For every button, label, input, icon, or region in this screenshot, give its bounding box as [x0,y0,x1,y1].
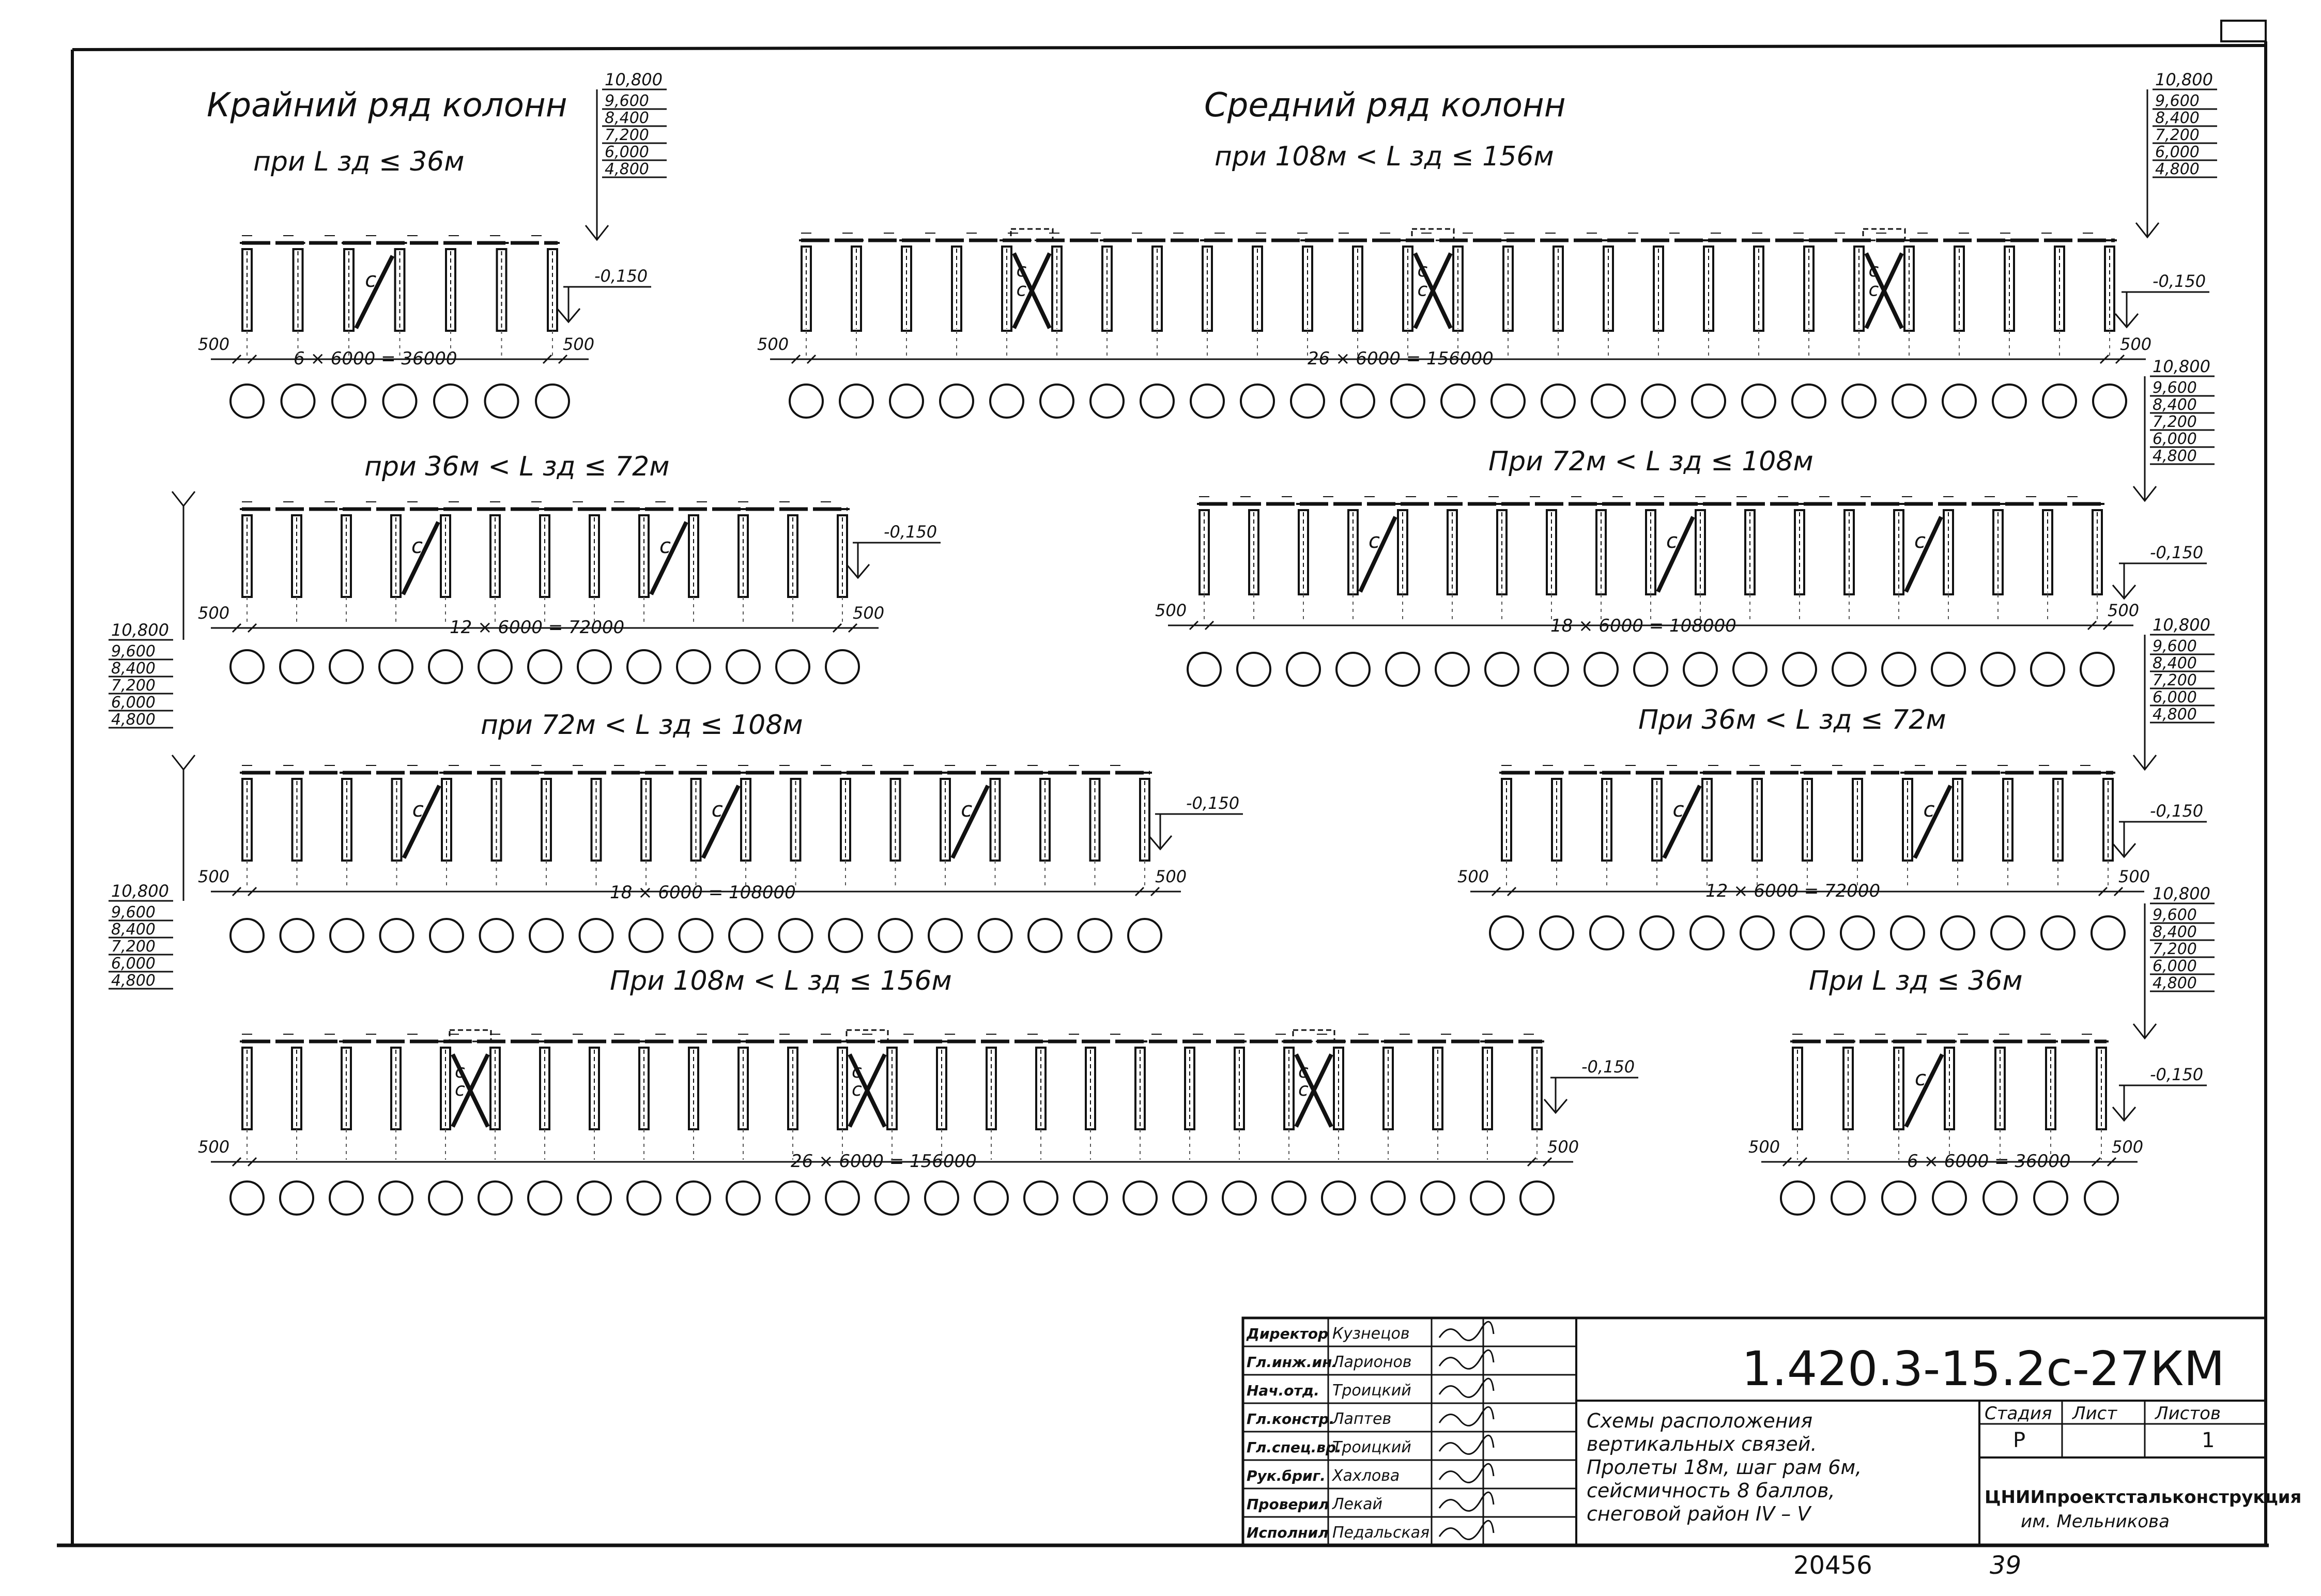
brace-mark: с [1923,798,1935,822]
grid-axis-circle [1891,916,1924,949]
grid-axis-circle [1932,653,1965,686]
level-mark: 9,600 [2153,379,2197,397]
title-description-2: вертикальных связей. [1587,1433,1817,1455]
level-top: 10,800 [111,881,169,901]
role-label: Гл.констр. [1247,1410,1335,1428]
grid-axis-circle [629,919,663,952]
signatory-name: Лаптев [1332,1410,1392,1428]
grid-axis-circle [729,919,762,952]
span-dimension: 18 × 6000 = 108000 [1550,616,1736,636]
grid-axis-circle [677,1181,710,1215]
grid-axis-circle [1241,385,1274,418]
role-label: Проверил [1247,1496,1329,1513]
span-dimension: 26 × 6000 = 156000 [791,1151,977,1172]
grid-axis-circle [1842,385,1876,418]
scheme-condition: при L зд ≤ 36м [253,146,465,177]
heading-middle-row: Средний ряд колонн [1204,86,1566,125]
level-mark: 9,600 [2153,906,2197,924]
grid-axis-circle [330,650,363,683]
grid-axis-circle [379,650,412,683]
grid-axis-circle [1074,1181,1107,1215]
title-description-1: Схемы расположения [1587,1409,1813,1432]
grid-axis-circle [2093,385,2126,418]
grid-axis-circle [2092,916,2125,949]
grid-axis-circle [826,1181,859,1215]
role-label: Директор [1247,1325,1329,1342]
level-mark: 8,400 [2153,923,2197,941]
grid-axis-circle [776,1181,809,1215]
level-mark: 8,400 [2155,109,2200,127]
end-offset-right: 500 [853,603,885,623]
grid-axis-circle [1741,916,1774,949]
level-mark: 7,200 [2153,940,2197,958]
grid-axis-circle [1141,385,1174,418]
grid-axis-circle [1223,1181,1256,1215]
brace-mark: с [411,534,423,558]
brace-mark: с [1298,1079,1309,1100]
grid-axis-circle [429,1181,462,1215]
grid-axis-circle [975,1181,1008,1215]
span-dimension: 26 × 6000 = 156000 [1308,348,1494,369]
grid-axis-circle [434,385,467,418]
span-dimension: 6 × 6000 = 36000 [1907,1151,2071,1172]
sheet-header: Лист [2072,1403,2117,1424]
end-offset-left: 500 [198,603,230,623]
brace-mark: с [365,268,377,292]
grid-axis-circle [1322,1181,1355,1215]
end-offset-right: 500 [2120,334,2152,354]
span-dimension: 12 × 6000 = 72000 [1705,881,1881,901]
grid-axis-circle [1832,1181,1865,1215]
grid-axis-circle [580,919,613,952]
grid-axis-circle [2085,1181,2118,1215]
ground-level: -0,150 [2150,1065,2204,1084]
role-label: Гл.спец.вр. [1247,1439,1342,1456]
role-label: Рук.бриг. [1247,1467,1326,1484]
end-offset-left: 500 [1457,867,1489,886]
grid-axis-circle [430,919,463,952]
level-mark: 7,200 [2153,671,2197,689]
brace-mark: с [1914,529,1926,553]
level-mark: 8,400 [111,659,156,678]
grid-axis-circle [1287,653,1320,686]
grid-axis-circle [1040,385,1073,418]
grid-axis-circle [790,385,823,418]
grid-axis-circle [528,1181,561,1215]
grid-axis-circle [1090,385,1124,418]
grid-axis-circle [1291,385,1324,418]
grid-axis-circle [330,1181,363,1215]
grid-axis-circle [890,385,923,418]
brace-mark: с [852,1079,862,1100]
grid-axis-circle [1984,1181,2017,1215]
grid-axis-circle [1520,1181,1554,1215]
grid-axis-circle [1391,385,1424,418]
title-description-4: сейсмичность 8 баллов, [1587,1479,1835,1502]
grid-axis-circle [1933,1181,1966,1215]
grid-axis-circle [1882,653,1915,686]
signatory-name: Троицкий [1332,1438,1411,1456]
end-offset-right: 500 [1547,1137,1579,1157]
brace-mark: с [1298,1061,1309,1082]
scheme-condition: при 36м < L зд ≤ 72м [364,451,670,482]
level-mark: 7,200 [111,677,156,695]
grid-axis-circle [677,650,710,683]
ground-level: -0,150 [594,266,648,286]
grid-axis-circle [1690,916,1724,949]
grid-axis-circle [1841,916,1874,949]
scheme-condition: При L зд ≤ 36м [1809,965,2023,996]
page-number: 39 [1990,1551,2022,1580]
grid-axis-circle [2041,916,2074,949]
grid-axis-circle [282,385,315,418]
span-dimension: 6 × 6000 = 36000 [294,348,457,369]
grid-axis-circle [536,385,569,418]
level-top: 10,800 [2155,70,2213,89]
level-top: 10,800 [605,70,663,89]
brace-mark: с [1016,260,1027,281]
heading-edge-row: Крайний ряд колонн [207,86,567,125]
brace-mark: с [1417,260,1428,281]
signatory-name: Троицкий [1332,1382,1411,1400]
brace-mark: с [412,798,424,822]
stage-value: Р [2013,1429,2026,1452]
level-mark: 8,400 [111,920,156,939]
scheme-condition: при 108м < L зд ≤ 156м [1215,141,1554,172]
end-offset-left: 500 [198,1137,230,1157]
grid-axis-circle [1024,1181,1057,1215]
ground-level: -0,150 [1186,793,1240,813]
grid-axis-circle [2034,1181,2067,1215]
organization-name: ЦНИИпроектстальконструкция [1985,1487,2302,1508]
grid-axis-circle [1124,1181,1157,1215]
grid-axis-circle [776,650,809,683]
ground-level: -0,150 [2153,271,2206,291]
ground-level: -0,150 [2150,543,2204,562]
brace-mark: с [1666,529,1678,553]
grid-axis-circle [1386,653,1419,686]
level-mark: 4,800 [111,711,156,729]
end-offset-left: 500 [1155,601,1187,620]
grid-axis-circle [1421,1181,1454,1215]
grid-axis-circle [829,919,862,952]
grid-axis-circle [528,650,561,683]
level-mark: 4,800 [605,160,649,178]
grid-axis-circle [1336,653,1370,686]
grid-axis-circle [1535,653,1568,686]
level-top: 10,800 [2153,884,2210,903]
level-mark: 7,200 [2153,413,2197,431]
grid-axis-circle [779,919,812,952]
grid-axis-circle [480,919,513,952]
brace-mark: с [1417,279,1428,301]
level-mark: 6,000 [2155,143,2200,161]
grid-axis-circle [1191,385,1224,418]
level-mark: 9,600 [2153,637,2197,655]
end-offset-left: 500 [1748,1137,1780,1157]
brace-mark: с [1016,279,1027,301]
grid-axis-circle [1540,916,1573,949]
title-description-3: Пролеты 18м, шаг рам 6м, [1587,1456,1862,1479]
inventory-number: 20456 [1793,1551,1872,1580]
grid-axis-circle [1882,1181,1915,1215]
level-mark: 6,000 [605,143,649,161]
brace-mark: с [455,1079,465,1100]
stage-header: Стадия [1985,1403,2052,1424]
level-mark: 4,800 [2155,160,2200,178]
brace-mark: с [455,1061,465,1082]
sheets-total: 1 [2202,1429,2215,1452]
grid-axis-circle [1733,653,1766,686]
signatory-name: Кузнецов [1332,1325,1410,1343]
level-top: 10,800 [111,620,169,640]
end-offset-right: 500 [2118,867,2150,886]
scheme-condition: При 108м < L зд ≤ 156м [610,965,952,996]
grid-axis-circle [230,919,264,952]
brace-mark: с [1868,260,1879,281]
span-dimension: 12 × 6000 = 72000 [450,617,625,638]
grid-axis-circle [1943,385,1976,418]
end-offset-left: 500 [198,867,230,886]
scheme-condition: при 72м < L зд ≤ 108м [481,710,803,741]
scheme-condition: При 36м < L зд ≤ 72м [1638,704,1946,735]
grid-axis-circle [1592,385,1625,418]
grid-axis-circle [1590,916,1623,949]
signatory-name: Педальская [1332,1524,1430,1542]
grid-axis-circle [1237,653,1270,686]
grid-axis-circle [826,650,859,683]
ground-level: -0,150 [1581,1057,1635,1077]
grid-axis-circle [1028,919,1062,952]
grid-axis-circle [1485,653,1518,686]
grid-axis-circle [383,385,417,418]
grid-axis-circle [530,919,563,952]
grid-axis-circle [1981,653,2015,686]
end-offset-left: 500 [757,334,789,354]
grid-axis-circle [230,650,264,683]
grid-axis-circle [1941,916,1974,949]
level-mark: 6,000 [2153,430,2197,448]
level-mark: 6,000 [111,955,156,973]
brace-mark: с [659,534,671,558]
scheme-condition: При 72м < L зд ≤ 108м [1488,446,1813,477]
level-mark: 4,800 [111,972,156,990]
brace-mark: с [1369,529,1380,553]
grid-axis-circle [990,385,1023,418]
grid-axis-circle [979,919,1012,952]
grid-axis-circle [1188,653,1221,686]
grid-axis-circle [1272,1181,1305,1215]
grid-axis-circle [1833,653,1866,686]
grid-axis-circle [1742,385,1775,418]
brace-mark: с [1915,1067,1926,1091]
grid-axis-circle [1792,385,1825,418]
grid-axis-circle [485,385,518,418]
level-mark: 9,600 [111,642,156,661]
grid-axis-circle [1991,916,2024,949]
grid-axis-circle [1640,916,1673,949]
grid-axis-circle [840,385,873,418]
brace-mark: с [711,798,723,822]
level-mark: 7,200 [2155,126,2200,144]
level-mark: 6,000 [2153,957,2197,975]
level-mark: 8,400 [605,109,649,127]
grid-axis-circle [1471,1181,1504,1215]
grid-axis-circle [1542,385,1575,418]
end-offset-right: 500 [2108,601,2140,620]
grid-axis-circle [1372,1181,1405,1215]
grid-axis-circle [1783,653,1816,686]
grid-axis-circle [929,919,962,952]
role-label: Исполнил [1247,1524,1329,1541]
level-mark: 7,200 [605,126,649,144]
signatory-name: Хахлова [1332,1467,1400,1485]
level-mark: 8,400 [2153,654,2197,672]
grid-axis-circle [280,650,313,683]
level-mark: 8,400 [2153,396,2197,414]
grid-axis-circle [2043,385,2076,418]
signatory-name: Ларионов [1332,1353,1412,1371]
grid-axis-circle [280,1181,313,1215]
grid-axis-circle [727,1181,760,1215]
organization-sub: им. Мельникова [2021,1511,2170,1532]
level-mark: 9,600 [111,903,156,922]
signatory-name: Лекай [1332,1495,1383,1513]
grid-axis-circle [627,650,660,683]
grid-axis-circle [940,385,973,418]
grid-axis-circle [1490,916,1523,949]
grid-axis-circle [230,1181,264,1215]
grid-axis-circle [332,385,365,418]
brace-mark: с [1868,279,1879,301]
grid-axis-circle [578,1181,611,1215]
level-mark: 4,800 [2153,705,2197,724]
grid-axis-circle [479,1181,512,1215]
grid-axis-circle [2081,653,2114,686]
grid-axis-circle [1642,385,1675,418]
level-mark: 7,200 [111,938,156,956]
grid-axis-circle [380,919,413,952]
end-offset-right: 500 [2112,1137,2144,1157]
grid-axis-circle [479,650,512,683]
end-offset-right: 500 [1155,867,1187,886]
grid-axis-circle [1993,385,2026,418]
level-mark: 6,000 [2153,688,2197,707]
brace-mark: с [961,798,973,822]
grid-axis-circle [1684,653,1717,686]
level-mark: 9,600 [2155,92,2200,110]
end-offset-left: 500 [198,334,230,354]
grid-axis-circle [1128,919,1161,952]
grid-axis-circle [330,919,363,952]
grid-axis-circle [879,919,912,952]
brace-mark: с [852,1061,862,1082]
level-mark: 4,800 [2153,447,2197,465]
grid-axis-circle [1585,653,1618,686]
grid-axis-circle [2031,653,2064,686]
grid-axis-circle [1341,385,1374,418]
brace-mark: с [1672,798,1684,822]
span-dimension: 18 × 6000 = 108000 [610,882,796,903]
level-mark: 9,600 [605,92,649,110]
grid-axis-circle [230,385,264,418]
grid-axis-circle [1436,653,1469,686]
grid-axis-circle [1079,919,1112,952]
ground-level: -0,150 [2150,801,2204,821]
grid-axis-circle [1634,653,1667,686]
grid-axis-circle [379,1181,412,1215]
grid-axis-circle [1692,385,1725,418]
drawing-code: 1.420.3-15.2с-27КМ [1742,1341,2225,1396]
sheets-header: Листов [2155,1403,2221,1424]
role-label: Нач.отд. [1247,1382,1319,1399]
end-offset-right: 500 [563,334,595,354]
grid-axis-circle [429,650,462,683]
grid-axis-circle [578,650,611,683]
grid-axis-circle [281,919,314,952]
grid-axis-circle [925,1181,958,1215]
grid-axis-circle [680,919,713,952]
grid-axis-circle [1781,1181,1814,1215]
grid-axis-circle [1791,916,1824,949]
grid-axis-circle [1492,385,1525,418]
grid-axis-circle [1441,385,1474,418]
level-top: 10,800 [2153,615,2210,635]
level-top: 10,800 [2153,357,2210,376]
level-mark: 4,800 [2153,974,2197,992]
grid-axis-circle [627,1181,660,1215]
grid-axis-circle [1893,385,1926,418]
grid-axis-circle [875,1181,909,1215]
grid-axis-circle [1173,1181,1206,1215]
title-description-5: снеговой район IV – V [1587,1502,1811,1525]
grid-axis-circle [727,650,760,683]
role-label: Гл.инж.ин. [1247,1354,1338,1371]
level-mark: 6,000 [111,694,156,712]
ground-level: -0,150 [884,522,937,542]
